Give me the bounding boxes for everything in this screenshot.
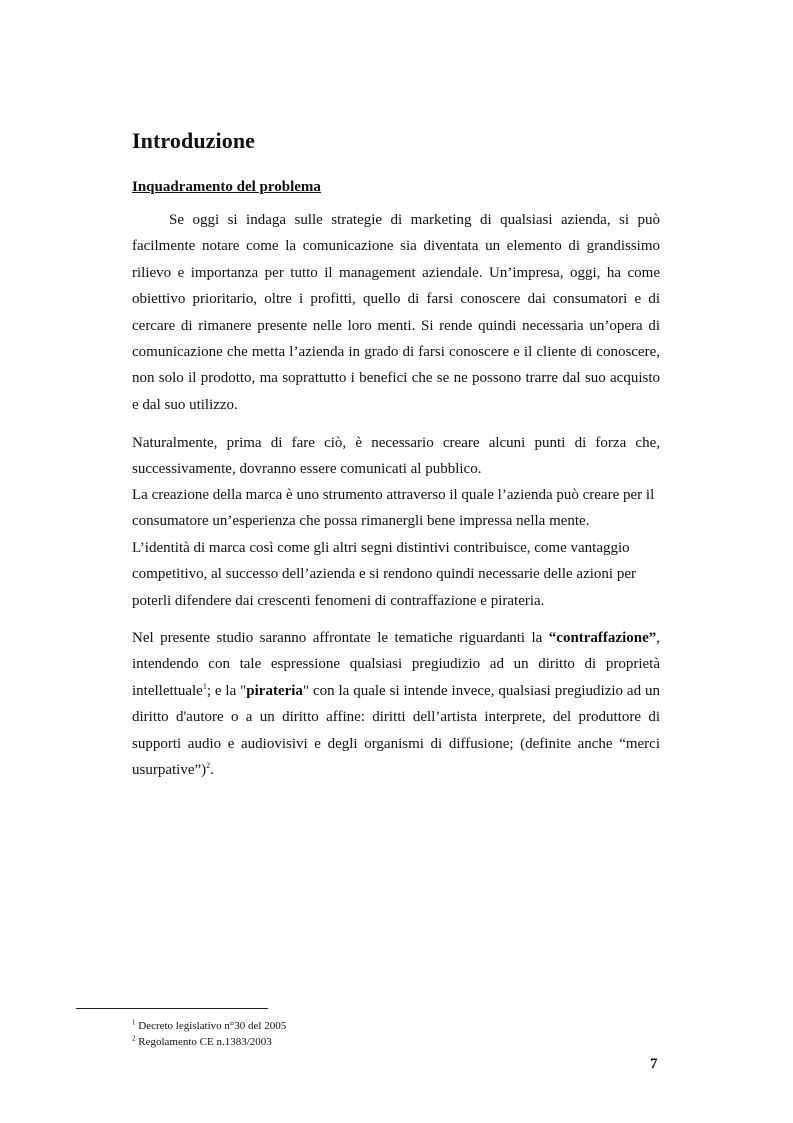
paragraph-text: Nel presente studio saranno affrontate le tematiche riguardanti la: [132, 630, 549, 646]
paragraph-text: .: [210, 762, 214, 779]
footnote-separator: [76, 1008, 268, 1009]
footnote-ref-2[interactable]: 2: [206, 761, 211, 771]
footnote-ref-1[interactable]: 1: [202, 681, 207, 691]
term-contraffazione: “contraffazione”: [548, 630, 657, 646]
paragraph-study-scope: [132, 625, 660, 783]
paragraph-text: " con la quale si intende invece, qualsiasi pregiudizio ad un diritto d'autore o a un diritto affine: diritti dell’artista interprete, del produttore di supporti audio e audiovisivi e degli organismi di diffusione; (definite anche “merci usurpative”): [132, 682, 660, 779]
paragraph-marketing-communication: Se oggi si indaga sulle strategie di marketing di qualsiasi azienda, si può facilmente notare come la comunicazione sia diventata un elemento di grandissimo rilievo e importanza per tutto il management aziendale. Un’impresa, oggi, ha come obiettivo prioritario, oltre i profitti, quello di farsi conoscere dai consumatori e di cercare di rimanere presente nelle loro menti. Si rende quindi necessaria un’opera di comunicazione che metta l’azienda in grado di farsi conoscere e il cliente di conoscere, non solo il prodotto, ma soprattutto i benefici che se ne possono trarre dal suo acquisto e dal suo utilizzo.: [132, 212, 660, 413]
page-title: Introduzione: [132, 128, 256, 153]
paragraph-text: ; e la ": [206, 682, 247, 699]
footnote-item: [132, 1018, 286, 1034]
footnote-number: 1: [132, 1018, 136, 1027]
paragraph-strengths: Naturalmente, prima di fare ciò, è necessario creare alcuni punti di forza che, successivamente, dovranno essere comunicati al pubblico.: [132, 435, 660, 478]
footnote-item: [132, 1034, 286, 1050]
footnotes: [132, 1018, 286, 1050]
paragraph-brand-creation: La creazione della marca è uno strumento attraverso il quale l’azienda può creare per il consumatore un’esperienza che possa rimanergli bene impressa nella mente.: [132, 487, 655, 530]
paragraph-text: , intendendo con tale espressione qualsiasi pregiudizio ad un diritto di proprietà intellettuale: [132, 630, 660, 699]
section-heading: Inquadramento del problema: [132, 179, 321, 195]
page-number: 7: [650, 1056, 658, 1072]
footnote-number: 2: [132, 1034, 136, 1043]
term-pirateria: pirateria: [246, 682, 303, 699]
paragraph-brand-identity: L’identità di marca così come gli altri segni distintivi contribuisce, come vantaggio competitivo, al successo dell’azienda e si rendono quindi necessarie delle azioni per poterli difendere dai crescenti fenomeni di contraffazione e pirateria.: [132, 540, 636, 609]
footnote-text: Decreto legislativo n°30 del 2005: [135, 1020, 287, 1032]
footnote-text: Regolamento CE n.1383/2003: [135, 1036, 272, 1048]
